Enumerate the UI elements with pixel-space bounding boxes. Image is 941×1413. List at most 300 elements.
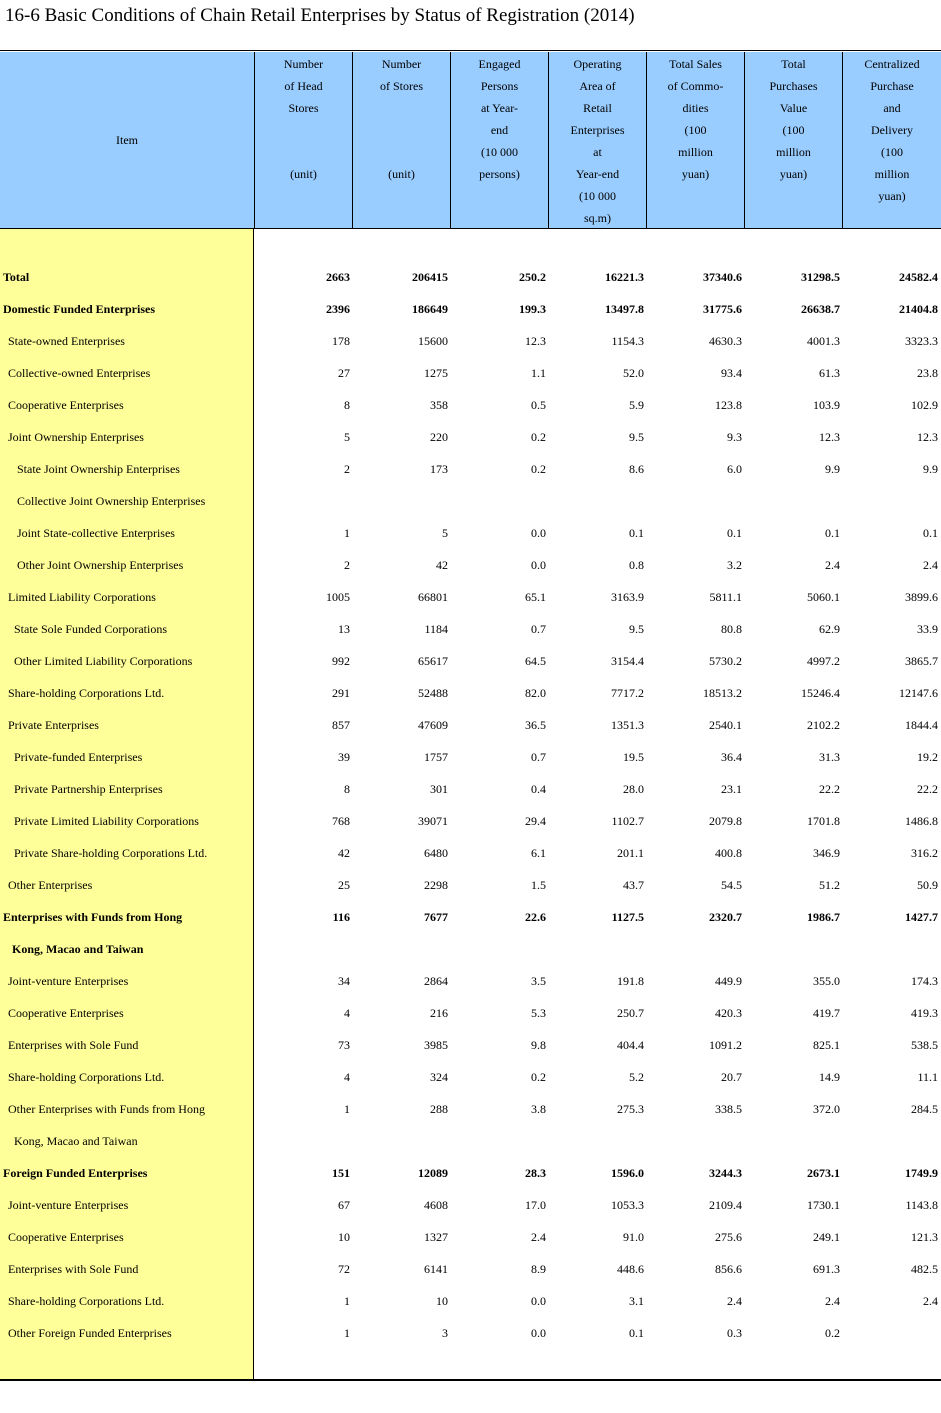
- cell-value: 27: [338, 366, 350, 380]
- table-row: [0, 717, 941, 749]
- cell-value: 1: [344, 526, 350, 540]
- cell-value: 12.3: [917, 430, 938, 444]
- cell-value: 1005: [326, 590, 350, 604]
- column-header-line: of Commo-: [667, 79, 724, 93]
- cell-value: 2.4: [923, 1294, 938, 1308]
- column-header-line: of Head: [284, 79, 323, 93]
- table-row: [0, 493, 941, 525]
- column-header-line: Total Sales: [669, 57, 722, 71]
- cell-value: 39071: [418, 814, 448, 828]
- cell-value: 64.5: [525, 654, 546, 668]
- cell-value: 275.6: [715, 1230, 742, 1244]
- row-label: Private Limited Liability Corporations: [14, 814, 199, 828]
- cell-value: 1275: [424, 366, 448, 380]
- column-header-line: Area of: [579, 79, 616, 93]
- cell-value: 65.1: [525, 590, 546, 604]
- cell-value: 2864: [424, 974, 448, 988]
- cell-value: 400.8: [715, 846, 742, 860]
- column-header-line: sq.m): [584, 211, 611, 225]
- cell-value: 39: [338, 750, 350, 764]
- cell-value: 186649: [412, 302, 448, 316]
- cell-value: 0.7: [531, 750, 546, 764]
- cell-value: 1184: [424, 622, 448, 636]
- cell-value: 36.5: [525, 718, 546, 732]
- cell-value: 206415: [412, 270, 448, 284]
- cell-value: 22.2: [819, 782, 840, 796]
- cell-value: 1: [344, 1102, 350, 1116]
- cell-value: 34: [338, 974, 350, 988]
- cell-value: 691.3: [813, 1262, 840, 1276]
- table-row: [0, 429, 941, 461]
- cell-value: 275.3: [617, 1102, 644, 1116]
- cell-value: 65617: [418, 654, 448, 668]
- cell-value: 3: [442, 1326, 448, 1340]
- cell-value: 0.4: [531, 782, 546, 796]
- row-label: Other Enterprises with Funds from Hong: [8, 1102, 205, 1116]
- cell-value: 3154.4: [611, 654, 644, 668]
- cell-value: 13497.8: [605, 302, 644, 316]
- table-row: [0, 301, 941, 333]
- row-label: Kong, Macao and Taiwan: [14, 1134, 138, 1148]
- table-row: [0, 749, 941, 781]
- cell-value: 372.0: [813, 1102, 840, 1116]
- cell-value: 3.1: [629, 1294, 644, 1308]
- cell-value: 1102.7: [611, 814, 644, 828]
- cell-value: 2: [344, 558, 350, 572]
- cell-value: 2320.7: [709, 910, 742, 924]
- column-header-line: Operating: [573, 57, 622, 71]
- cell-value: 0.2: [825, 1326, 840, 1340]
- column-header: [548, 52, 646, 228]
- cell-value: 2.4: [727, 1294, 742, 1308]
- table-row: [0, 621, 941, 653]
- row-label: Collective-owned Enterprises: [8, 366, 151, 380]
- cell-value: 1351.3: [611, 718, 644, 732]
- cell-value: 0.3: [727, 1326, 742, 1340]
- cell-value: 1427.7: [905, 910, 938, 924]
- cell-value: 1127.5: [611, 910, 644, 924]
- cell-value: 3244.3: [709, 1166, 742, 1180]
- column-header-line: [353, 119, 450, 141]
- column-header-line: million: [874, 167, 910, 181]
- column-header-line: [353, 97, 450, 119]
- cell-value: 50.9: [917, 878, 938, 892]
- cell-value: 8.9: [531, 1262, 546, 1276]
- cell-value: 52.0: [623, 366, 644, 380]
- cell-value: 538.5: [911, 1038, 938, 1052]
- column-header-line: million: [776, 145, 811, 159]
- cell-value: 178: [332, 334, 350, 348]
- cell-value: 0.1: [727, 526, 742, 540]
- column-header: [842, 52, 941, 228]
- cell-value: 13: [338, 622, 350, 636]
- cell-value: 1091.2: [709, 1038, 742, 1052]
- cell-value: 6.1: [531, 846, 546, 860]
- cell-value: 22.2: [917, 782, 938, 796]
- cell-value: 0.0: [531, 1326, 546, 1340]
- cell-value: 116: [332, 910, 350, 924]
- cell-value: 1.5: [531, 878, 546, 892]
- cell-value: 2079.8: [709, 814, 742, 828]
- cell-value: 19.5: [623, 750, 644, 764]
- cell-value: 6.0: [727, 462, 742, 476]
- column-header-line: at: [593, 145, 602, 159]
- cell-value: 4001.3: [807, 334, 840, 348]
- cell-value: 14.9: [819, 1070, 840, 1084]
- item-column-header: [0, 52, 254, 228]
- column-header-line: persons): [479, 167, 520, 181]
- cell-value: 1053.3: [611, 1198, 644, 1212]
- cell-value: 250.7: [617, 1006, 644, 1020]
- cell-value: 0.2: [531, 462, 546, 476]
- table-bottom-rule: [0, 1379, 941, 1381]
- cell-value: 419.3: [911, 1006, 938, 1020]
- cell-value: 25: [338, 878, 350, 892]
- cell-value: 26638.7: [801, 302, 840, 316]
- column-header-line: [255, 119, 352, 141]
- cell-value: 16221.3: [605, 270, 644, 284]
- cell-value: 1154.3: [611, 334, 644, 348]
- cell-value: 199.3: [519, 302, 546, 316]
- cell-value: 20.7: [721, 1070, 742, 1084]
- cell-value: 12147.6: [899, 686, 938, 700]
- cell-value: 6480: [424, 846, 448, 860]
- cell-value: 0.8: [629, 558, 644, 572]
- table-row: [0, 333, 941, 365]
- column-header-line: Total: [781, 57, 806, 71]
- table-row: [0, 269, 941, 301]
- cell-value: 18513.2: [703, 686, 742, 700]
- row-label: Joint State-collective Enterprises: [17, 526, 175, 540]
- cell-value: 284.5: [911, 1102, 938, 1116]
- cell-value: 67: [338, 1198, 350, 1212]
- table-row: [0, 1005, 941, 1037]
- cell-value: 4997.2: [807, 654, 840, 668]
- cell-value: 121.3: [911, 1230, 938, 1244]
- cell-value: 0.2: [531, 430, 546, 444]
- cell-value: 355.0: [813, 974, 840, 988]
- row-label: Enterprises with Sole Fund: [8, 1038, 139, 1052]
- table-row: [0, 525, 941, 557]
- cell-value: 5.9: [629, 398, 644, 412]
- column-header-line: and: [883, 101, 901, 115]
- cell-value: 12.3: [819, 430, 840, 444]
- cell-value: 7717.2: [611, 686, 644, 700]
- cell-value: 123.8: [715, 398, 742, 412]
- row-label: Enterprises with Funds from Hong: [3, 910, 183, 924]
- column-header-line: Purchase: [870, 79, 914, 93]
- cell-value: 316.2: [911, 846, 938, 860]
- cell-value: 73: [338, 1038, 350, 1052]
- cell-value: 1327: [424, 1230, 448, 1244]
- cell-value: 5060.1: [807, 590, 840, 604]
- cell-value: 51.2: [819, 878, 840, 892]
- cell-value: 8: [344, 782, 350, 796]
- row-label: Share-holding Corporations Ltd.: [8, 1294, 165, 1308]
- table-row: [0, 1229, 941, 1261]
- column-header: [352, 52, 450, 228]
- row-label: Enterprises with Sole Fund: [8, 1262, 139, 1276]
- cell-value: 0.1: [629, 1326, 644, 1340]
- cell-value: 31.3: [819, 750, 840, 764]
- cell-value: 482.5: [911, 1262, 938, 1276]
- row-label: Share-holding Corporations Ltd.: [8, 686, 165, 700]
- cell-value: 3163.9: [611, 590, 644, 604]
- cell-value: 174.3: [911, 974, 938, 988]
- cell-value: 1986.7: [807, 910, 840, 924]
- column-header-line: yuan): [681, 167, 710, 181]
- cell-value: 3.5: [531, 974, 546, 988]
- cell-value: 1.1: [531, 366, 546, 380]
- cell-value: 151: [332, 1166, 350, 1180]
- cell-value: 4608: [424, 1198, 448, 1212]
- column-header-line: yuan): [878, 189, 906, 203]
- cell-value: 4: [344, 1006, 350, 1020]
- column-header-line: Value: [779, 101, 808, 115]
- cell-value: 31775.6: [703, 302, 742, 316]
- cell-value: 5730.2: [709, 654, 742, 668]
- table-row: [0, 557, 941, 589]
- table-row: [0, 589, 941, 621]
- table-row: [0, 1197, 941, 1229]
- row-label: Other Foreign Funded Enterprises: [8, 1326, 172, 1340]
- cell-value: 1143.8: [905, 1198, 938, 1212]
- table-row: [0, 1325, 941, 1357]
- cell-value: 7677: [424, 910, 448, 924]
- cell-value: 249.1: [813, 1230, 840, 1244]
- cell-value: 102.9: [911, 398, 938, 412]
- cell-value: 8.6: [629, 462, 644, 476]
- cell-value: 856.6: [715, 1262, 742, 1276]
- cell-value: 0.7: [531, 622, 546, 636]
- column-header-line: (10 000: [579, 189, 616, 203]
- cell-value: 2663: [326, 270, 350, 284]
- row-label: Joint Ownership Enterprises: [8, 430, 144, 444]
- cell-value: 2.4: [825, 558, 840, 572]
- table-row: [0, 845, 941, 877]
- column-header-line: Enterprises: [570, 123, 625, 137]
- row-label: State Joint Ownership Enterprises: [17, 462, 180, 476]
- cell-value: 9.9: [923, 462, 938, 476]
- cell-value: 0.0: [531, 558, 546, 572]
- cell-value: 8: [344, 398, 350, 412]
- row-label: Collective Joint Ownership Enterprises: [17, 494, 206, 508]
- table-row: [0, 909, 941, 941]
- column-header-line: (100: [881, 145, 903, 159]
- table-row: [0, 365, 941, 397]
- table-row: [0, 1069, 941, 1101]
- cell-value: 1701.8: [807, 814, 840, 828]
- cell-value: 72: [338, 1262, 350, 1276]
- cell-value: 1: [344, 1326, 350, 1340]
- table-row: [0, 653, 941, 685]
- table-row: [0, 781, 941, 813]
- cell-value: 216: [430, 1006, 448, 1020]
- cell-value: 3865.7: [905, 654, 938, 668]
- cell-value: 47609: [418, 718, 448, 732]
- cell-value: 1: [344, 1294, 350, 1308]
- cell-value: 10: [338, 1230, 350, 1244]
- column-header-line: dities: [682, 101, 709, 115]
- row-label: State-owned Enterprises: [8, 334, 125, 348]
- cell-value: 3323.3: [905, 334, 938, 348]
- cell-value: 80.8: [721, 622, 742, 636]
- row-label: Other Enterprises: [8, 878, 93, 892]
- cell-value: 1844.4: [905, 718, 938, 732]
- cell-value: 5.3: [531, 1006, 546, 1020]
- cell-value: 4: [344, 1070, 350, 1084]
- cell-value: 10: [436, 1294, 448, 1308]
- table-row: [0, 397, 941, 429]
- cell-value: 1730.1: [807, 1198, 840, 1212]
- cell-value: 62.9: [819, 622, 840, 636]
- row-label: Private Partnership Enterprises: [14, 782, 163, 796]
- cell-value: 22.6: [525, 910, 546, 924]
- row-label: Cooperative Enterprises: [8, 1230, 124, 1244]
- column-header-line: Retail: [583, 101, 612, 115]
- cell-value: 12089: [418, 1166, 448, 1180]
- cell-value: 5811.1: [709, 590, 742, 604]
- cell-value: 21404.8: [899, 302, 938, 316]
- cell-value: 2673.1: [807, 1166, 840, 1180]
- item-header-label: Item: [116, 133, 138, 147]
- cell-value: 9.5: [629, 622, 644, 636]
- row-label: Private Enterprises: [8, 718, 99, 732]
- cell-value: 15600: [418, 334, 448, 348]
- column-header-line: end: [490, 123, 509, 137]
- table-row: [0, 941, 941, 973]
- column-header-line: (10 000: [481, 145, 518, 159]
- cell-value: 0.0: [531, 526, 546, 540]
- cell-value: 9.5: [629, 430, 644, 444]
- cell-value: 42: [338, 846, 350, 860]
- column-header: [254, 52, 352, 228]
- cell-value: 9.3: [727, 430, 742, 444]
- cell-value: 291: [332, 686, 350, 700]
- cell-value: 201.1: [617, 846, 644, 860]
- column-header: [646, 52, 744, 228]
- cell-value: 42: [436, 558, 448, 572]
- cell-value: 338.5: [715, 1102, 742, 1116]
- row-label: Cooperative Enterprises: [8, 398, 124, 412]
- cell-value: 2102.2: [807, 718, 840, 732]
- row-label: Other Joint Ownership Enterprises: [17, 558, 184, 572]
- cell-value: 0.0: [531, 1294, 546, 1308]
- cell-value: 3.8: [531, 1102, 546, 1116]
- cell-value: 36.4: [721, 750, 742, 764]
- cell-value: 857: [332, 718, 350, 732]
- cell-value: 5: [442, 526, 448, 540]
- cell-value: 17.0: [525, 1198, 546, 1212]
- table-row: [0, 1133, 941, 1165]
- cell-value: 1596.0: [611, 1166, 644, 1180]
- cell-value: 2.4: [531, 1230, 546, 1244]
- cell-value: 6141: [424, 1262, 448, 1276]
- column-header-line: Year-end: [575, 167, 620, 181]
- cell-value: 358: [430, 398, 448, 412]
- column-header-line: Engaged: [478, 57, 521, 71]
- cell-value: 66801: [418, 590, 448, 604]
- cell-value: 0.1: [923, 526, 938, 540]
- column-header-line: [353, 141, 450, 163]
- cell-value: 82.0: [525, 686, 546, 700]
- row-label: Total: [3, 270, 30, 284]
- cell-value: 23.8: [917, 366, 938, 380]
- cell-value: 11.1: [917, 1070, 938, 1084]
- cell-value: 448.6: [617, 1262, 644, 1276]
- column-header-line: (unit): [290, 167, 317, 181]
- column-header-line: [255, 141, 352, 163]
- cell-value: 404.4: [617, 1038, 644, 1052]
- cell-value: 288: [430, 1102, 448, 1116]
- cell-value: 12.3: [525, 334, 546, 348]
- cell-value: 54.5: [721, 878, 742, 892]
- row-label: Foreign Funded Enterprises: [3, 1166, 148, 1180]
- row-label: State Sole Funded Corporations: [14, 622, 167, 636]
- cell-value: 191.8: [617, 974, 644, 988]
- cell-value: 5.2: [629, 1070, 644, 1084]
- cell-value: 2540.1: [709, 718, 742, 732]
- cell-value: 9.8: [531, 1038, 546, 1052]
- cell-value: 2109.4: [709, 1198, 742, 1212]
- cell-value: 37340.6: [703, 270, 742, 284]
- row-label: Kong, Macao and Taiwan: [12, 942, 144, 956]
- row-label: Joint-venture Enterprises: [8, 974, 129, 988]
- cell-value: 0.5: [531, 398, 546, 412]
- cell-value: 28.0: [623, 782, 644, 796]
- cell-value: 346.9: [813, 846, 840, 860]
- cell-value: 103.9: [813, 398, 840, 412]
- table-row: [0, 461, 941, 493]
- cell-value: 9.9: [825, 462, 840, 476]
- cell-value: 0.1: [825, 526, 840, 540]
- column-header-line: Number: [283, 57, 324, 71]
- cell-value: 1486.8: [905, 814, 938, 828]
- cell-value: 324: [430, 1070, 448, 1084]
- cell-value: 3899.6: [905, 590, 938, 604]
- cell-value: 19.2: [917, 750, 938, 764]
- column-header: [744, 52, 842, 228]
- column-header-line: Delivery: [871, 123, 913, 137]
- cell-value: 768: [332, 814, 350, 828]
- cell-value: 3.2: [727, 558, 742, 572]
- cell-value: 220: [430, 430, 448, 444]
- table-row: [0, 877, 941, 909]
- cell-value: 1749.9: [905, 1166, 938, 1180]
- row-label: Cooperative Enterprises: [8, 1006, 124, 1020]
- cell-value: 420.3: [715, 1006, 742, 1020]
- cell-value: 825.1: [813, 1038, 840, 1052]
- column-header-line: (unit): [388, 167, 415, 181]
- row-label: Share-holding Corporations Ltd.: [8, 1070, 165, 1084]
- cell-value: 2298: [424, 878, 448, 892]
- cell-value: 91.0: [623, 1230, 644, 1244]
- column-header-line: yuan): [779, 167, 808, 181]
- table-row: [0, 1261, 941, 1293]
- row-label: Limited Liability Corporations: [8, 590, 156, 604]
- column-header-line: (100: [782, 123, 805, 137]
- cell-value: 43.7: [623, 878, 644, 892]
- table-row: [0, 1165, 941, 1197]
- column-header-line: Persons: [480, 79, 519, 93]
- cell-value: 4630.3: [709, 334, 742, 348]
- column-header-line: Number: [381, 57, 422, 71]
- cell-value: 31298.5: [801, 270, 840, 284]
- table-row: [0, 1101, 941, 1133]
- cell-value: 2396: [326, 302, 350, 316]
- row-label: Other Limited Liability Corporations: [14, 654, 193, 668]
- cell-value: 15246.4: [801, 686, 840, 700]
